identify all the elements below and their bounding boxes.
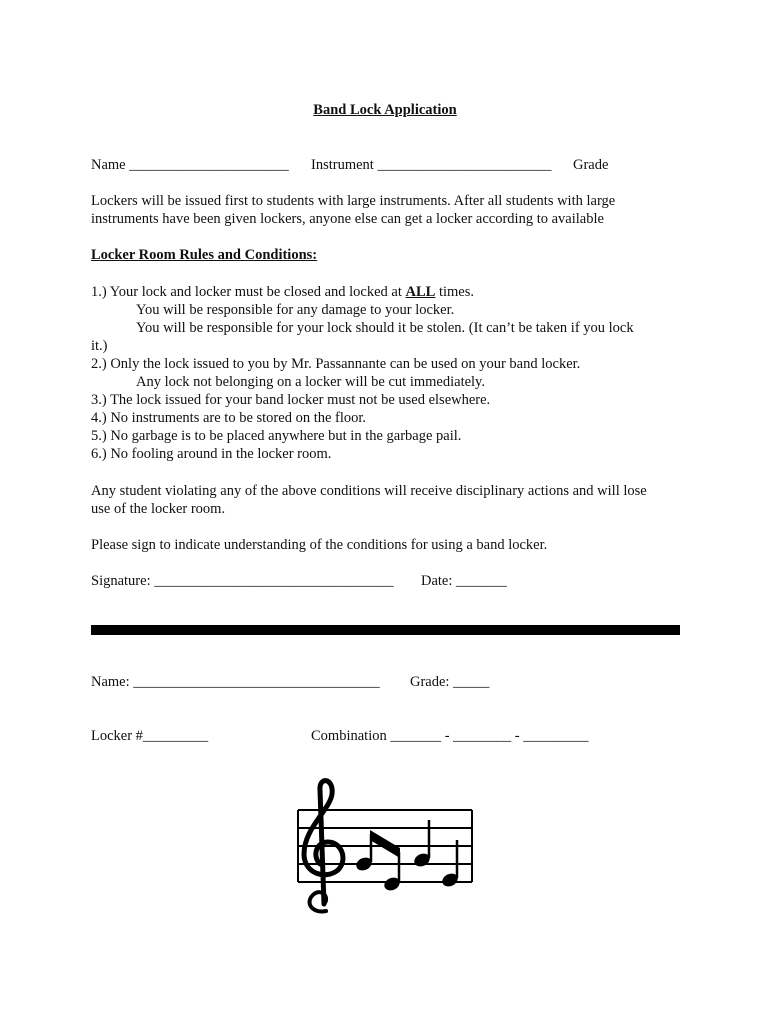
rule-1-text-b: times. xyxy=(435,284,474,300)
treble-clef-notes-icon xyxy=(290,776,480,916)
rules-heading: Locker Room Rules and Conditions: xyxy=(91,247,318,263)
rule-1-sub-2: You will be responsible for your lock should it be stolen. (It can’t be taken if you lock xyxy=(136,320,634,336)
rule-1-text-a: 1.) Your lock and locker must be closed and locked at xyxy=(91,284,406,300)
quarter-notes-icon xyxy=(412,820,460,889)
rule-3: 3.) The lock issued for your band locker must not be used elsewhere. xyxy=(91,392,491,408)
sign-instruction: Please sign to indicate understanding of the conditions for using a band locker. xyxy=(91,537,548,553)
locker-number-field: Locker #_________ xyxy=(91,728,209,744)
beamed-notes-icon xyxy=(354,830,402,893)
instrument-field-label: Instrument ________________________ xyxy=(311,157,552,173)
section-divider xyxy=(91,625,680,635)
lower-grade-field: Grade: _____ xyxy=(410,674,490,690)
rule-1-sub-1: You will be responsible for any damage to your locker. xyxy=(136,302,455,318)
rule-2: 2.) Only the lock issued to you by Mr. Passannante can be used on your band locker. xyxy=(91,356,581,372)
date-field: Date: _______ xyxy=(421,573,507,589)
rule-2-sub: Any lock not belonging on a locker will be cut immediately. xyxy=(136,374,485,390)
intro-line-1: Lockers will be issued first to students with large instruments. After all students with large xyxy=(91,193,616,209)
rule-1-emphasis: ALL xyxy=(405,284,436,300)
rule-1 xyxy=(91,283,474,301)
rule-6: 6.) No fooling around in the locker room. xyxy=(91,446,332,462)
rule-5: 5.) No garbage is to be placed anywhere but in the garbage pail. xyxy=(91,428,462,444)
violation-line-1: Any student violating any of the above conditions will receive disciplinary actions and will lose xyxy=(91,483,647,499)
grade-field-label: Grade xyxy=(573,157,609,173)
violation-line-2: use of the locker room. xyxy=(91,501,226,517)
combination-field: Combination _______ - ________ - _________ xyxy=(311,728,589,744)
rule-1-continuation: it.) xyxy=(91,338,108,354)
signature-field: Signature: _________________________________ xyxy=(91,573,394,589)
intro-line-2: instruments have been given lockers, anyone else can get a locker according to available xyxy=(91,211,604,227)
rule-4: 4.) No instruments are to be stored on the floor. xyxy=(91,410,367,426)
page-title: Band Lock Application xyxy=(313,102,457,118)
lower-name-field: Name: __________________________________ xyxy=(91,674,380,690)
name-field-label: Name ______________________ xyxy=(91,157,289,173)
